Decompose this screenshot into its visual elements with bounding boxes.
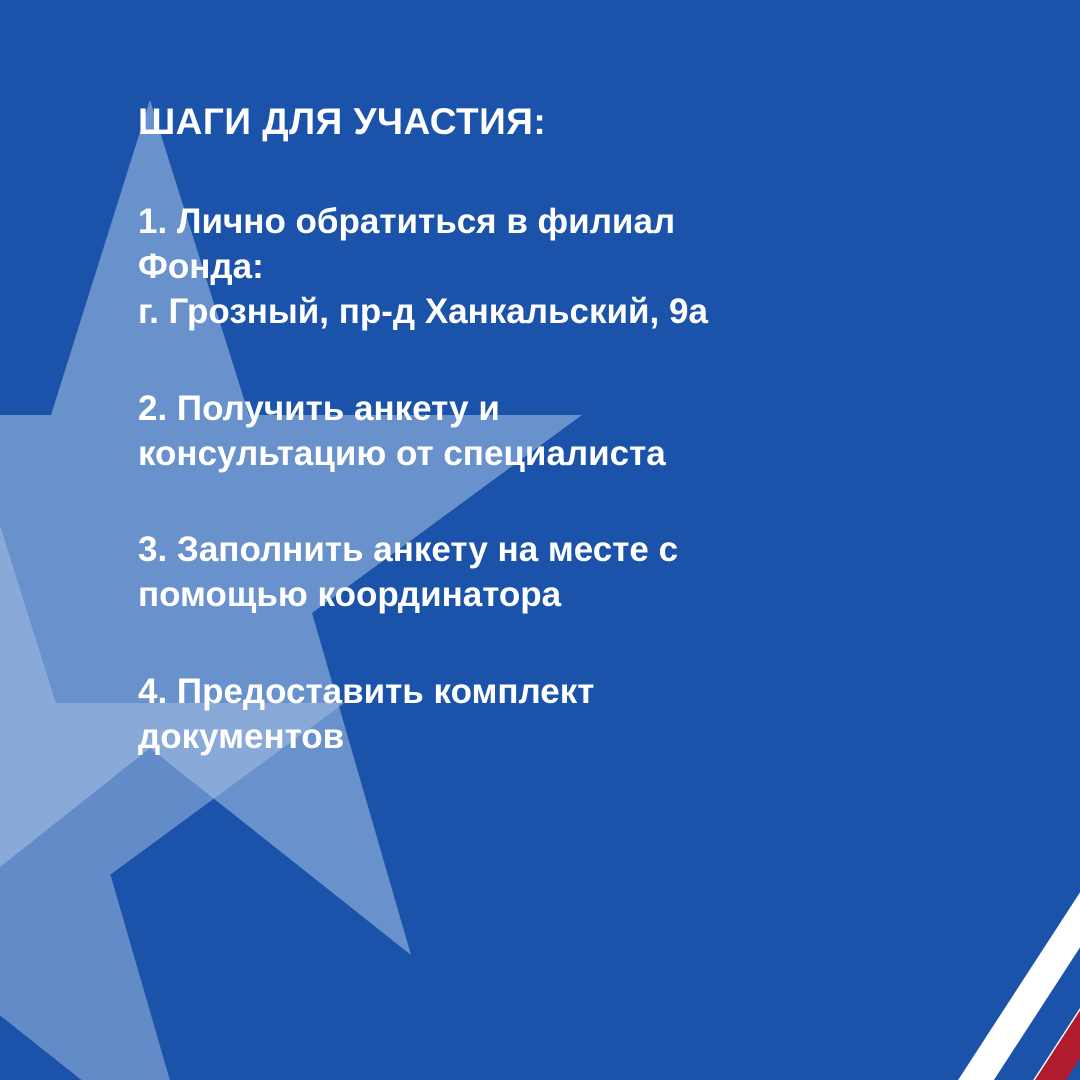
poster-content <box>138 100 938 760</box>
step-item-3 <box>138 528 898 618</box>
step-line: Фонда: <box>138 247 264 287</box>
step-line: 4. Предоставить комплект <box>138 671 595 711</box>
step-item-1 <box>138 200 898 334</box>
step-line: 3. Заполнить анкету на месте с <box>138 530 679 570</box>
step-line: г. Грозный, пр-д Ханкальский, 9а <box>138 291 708 331</box>
page-title: ШАГИ ДЛЯ УЧАСТИЯ: <box>138 101 547 142</box>
step-line: документов <box>138 716 345 756</box>
step-line: 1. Лично обратиться в филиал <box>138 202 676 242</box>
step-item-4 <box>138 670 898 760</box>
step-item-2 <box>138 387 898 477</box>
step-line: 2. Получить анкету и <box>138 388 500 428</box>
step-line: помощью координатора <box>138 575 562 615</box>
step-line: консультацию от специалиста <box>138 433 666 473</box>
